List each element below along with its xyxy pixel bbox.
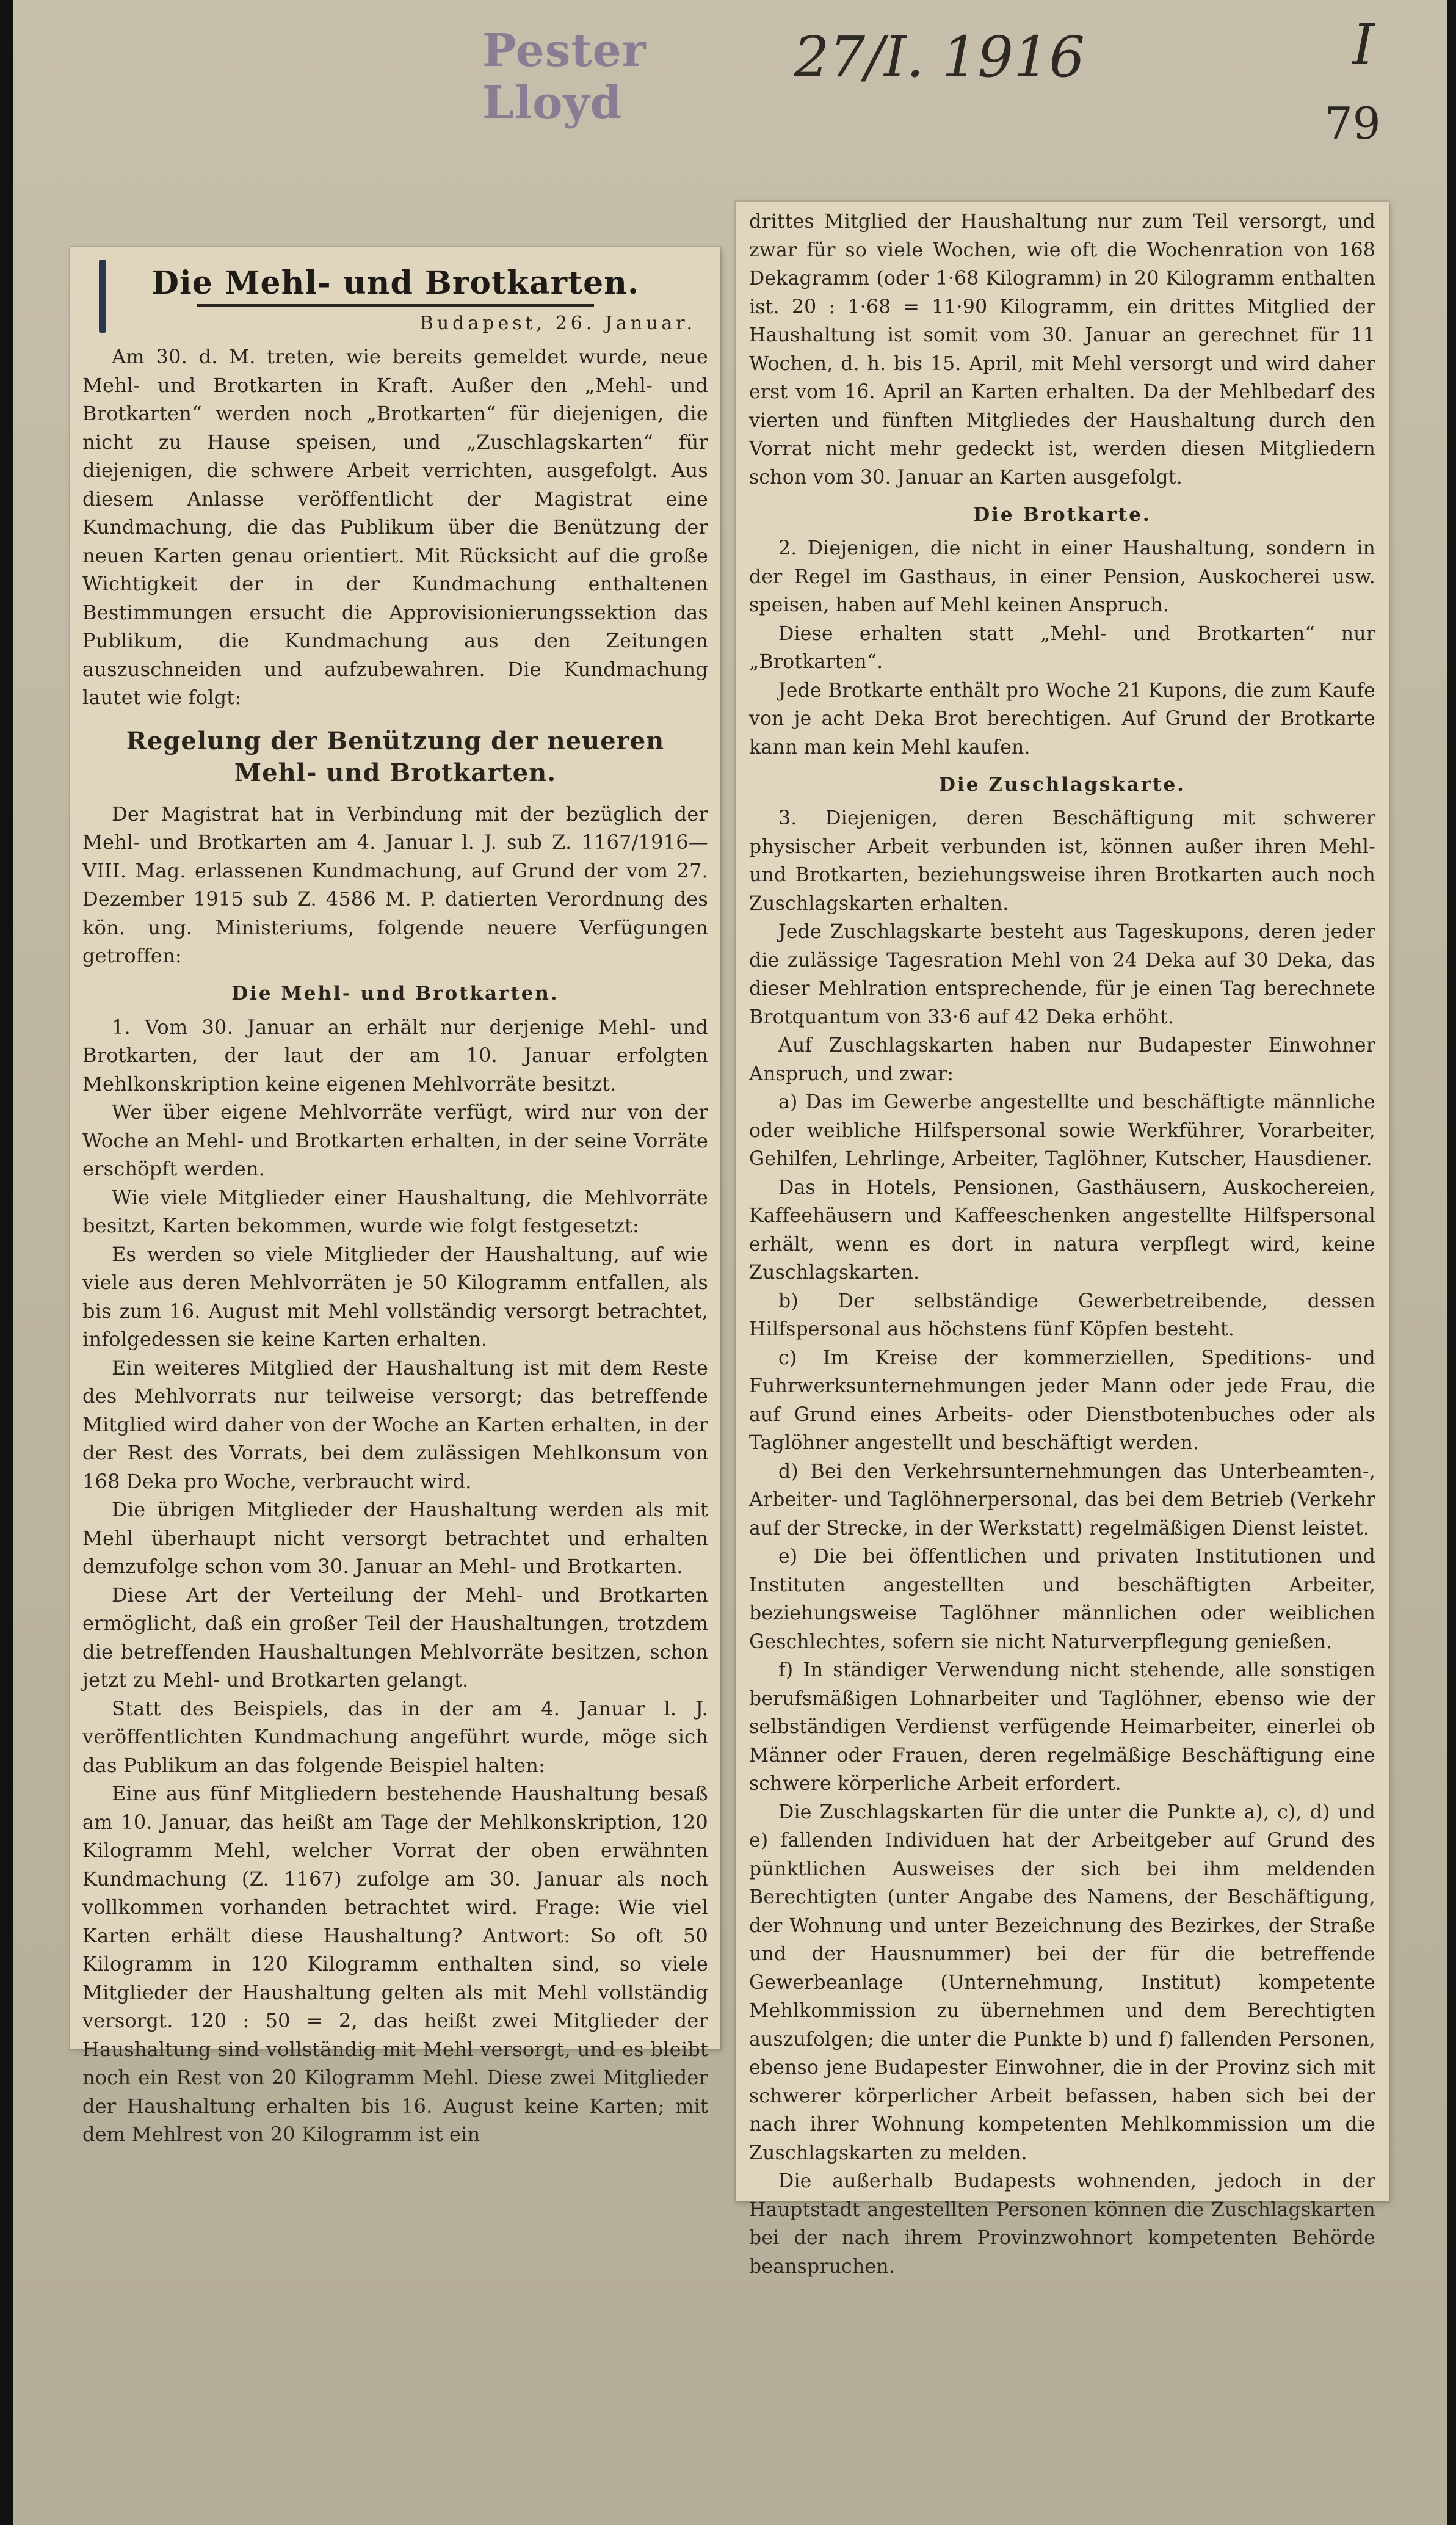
intro-paragraph: Am 30. d. M. treten, wie bereits gemeldet wurde, neue Mehl- und Brotkarten in Kraft. Außer den „Mehl- und Brotkarten“ werden noch „Brotkarten“ für diejenigen, die nicht zu Hause speisen, und „Zuschlagskarten“ für diejenigen, die schwere Arbeit verrichten, ausgefolgt. Aus diesem Anlasse veröffentlicht der Magistrat eine Kundmachung, die das Publikum über die Benützung der neuen Karten genau orientiert. Mit Rücksicht auf die große Wichtigkeit der in der Kundmachung enthaltenen Bestimmungen ersucht die Approvisionierungssektion das Publikum, die Kundmachung aus den Zeitungen auszuschneiden und aufzubewahren. Die Kundmachung lautet wie folgt: [82, 345, 708, 709]
paragraph: e) Die bei öffentlichen und privaten Institutionen und Instituten angestellten und beschäftigten Arbeiter, beziehungsweise Taglöhner männlichen oder weiblichen Geschlechtes, sofern sie nicht Naturverpflegung genießen. [749, 1546, 1375, 1653]
page-number: 79 [1325, 98, 1381, 149]
section-heading: Die Brotkarte. [973, 504, 1151, 526]
paragraph: Statt des Beispiels, das in der am 4. Januar l. J. veröffentlichten Kundmachung angeführt wurde, möge sich das Publikum an das folgende Beispiel halten: [82, 1696, 708, 1777]
handwritten-date: 27/I. 1916 [794, 24, 1085, 90]
paragraph: Jede Zuschlagskarte besteht aus Tageskupons, deren jeder die zulässige Tagesration Mehl von 24 Deka auf 30 Deka, das dieser Mehlration entsprechende, für je einen Tag berechnete Brotquantum von 33·6 auf 42 Deka erhöht. [749, 921, 1375, 1028]
paragraph: Wie viele Mitglieder einer Haushaltung, die Mehlvorräte besitzt, Karten bekommen, wurde wie folgt festgesetzt: [82, 1185, 708, 1237]
paragraph: Wer über eigene Mehlvorräte verfügt, wird nur von der Woche an Mehl- und Brotkarten erhalten, in der seine Vorräte erschöpft werden. [82, 1100, 708, 1180]
paragraph: Eine aus fünf Mitgliedern bestehende Haushaltung besaß am 10. Januar, das heißt am Tage der Mehlkonskription, 120 Kilogramm Mehl, welcher Vorrat der oben erwähnten Kundmachung (Z. 1167) zufolge am 30. Januar als noch vollkommen vorhanden betrachtet wird. Frage: Wie viel Karten erhält diese Haushaltung? Antwort: So oft 50 Kilogramm in 120 Kilogramm enthalten sind, so viele Mitglieder der Haushaltung gelten als mit Mehl vollständig versorgt. 120 : 50 = 2, das heißt zwei Mitglieder der Haushaltung sind vollständig mit Mehl versorgt, und es bleibt noch ein Rest von 20 Kilogramm Mehl. Diese zwei Mitglieder der Haushaltung erhalten bis 16. August keine Karten; mit dem Mehlrest von 20 Kilogramm ist ein [82, 1782, 708, 2146]
paragraph: 1. Vom 30. Januar an erhält nur derjenige Mehl- und Brotkarten, der laut der am 10. Januar erfolgten Mehlkonskription keine eigenen Mehlvorräte besitzt. [82, 1015, 708, 1095]
paragraph: 3. Diejenigen, deren Beschäftigung mit schwerer physischer Arbeit verbunden ist, können außer ihren Mehl- und Brotkarten, beziehungsweise ihren Brotkarten auch noch Zuschlagskarten erhalten. [749, 807, 1375, 915]
handwritten-roman-numeral: I [1352, 12, 1375, 78]
paragraph: Diese erhalten statt „Mehl- und Brotkarten“ nur „Brotkarten“. [749, 622, 1375, 673]
paragraph: Die übrigen Mitglieder der Haushaltung werden als mit Mehl überhaupt nicht versorgt betrachtet und erhalten demzufolge schon vom 30. Januar an Mehl- und Brotkarten. [82, 1498, 708, 1578]
section-heading: Die Mehl- und Brotkarten. [231, 982, 559, 1005]
article-title: Die Mehl- und Brotkarten. [151, 264, 640, 302]
paragraph: Diese Art der Verteilung der Mehl- und Brotkarten ermöglicht, daß ein großer Teil der Haushaltungen, trotzdem die betreffenden Haushaltungen Mehlvorräte besitzen, schon jetzt zu Mehl- und Brotkarten gelangt. [82, 1583, 708, 1691]
paragraph: Der Magistrat hat in Verbindung mit der bezüglich der Mehl- und Brotkarten am 4. Januar l. J. sub Z. 1167/1916—VIII. Mag. erlassenen Kundmachung, auf Grund der vom 27. Dezember 1915 sub Z. 4586 M. P. datierten Verordnung des kön. ung. Ministeriums, folgende neuere Verfügungen getroffen: [82, 802, 708, 967]
paragraph: Es werden so viele Mitglieder der Haushaltung, auf wie viele aus deren Mehlvorräten je 50 Kilogramm entfallen, als bis zum 16. August mit Mehl vollständig versorgt betrachtet, infolgedessen sie keine Karten erhalten. [82, 1242, 708, 1351]
paragraph: b) Der selbständige Gewerbetreibende, dessen Hilfspersonal aus höchstens fünf Köpfen besteht. [749, 1290, 1375, 1340]
paragraph: f) In ständiger Verwendung nicht stehende, alle sonstigen berufsmäßigen Lohnarbeiter und Taglöhner, ebenso wie der selbständigen Verdienst verfügende Heimarbeiter, einerlei ob Männer oder Frauen, deren regelmäßige Beschäftigung eine schwere körperliche Arbeit erfordert. [749, 1659, 1375, 1795]
paragraph: Ein weiteres Mitglied der Haushaltung ist mit dem Reste des Mehlvorrats nur teilweise versorgt; das betreffende Mitglied wird daher von der Woche an Karten erhalten, in der der Rest des Vorrats, bei dem zulässigen Mehlkonsum von 168 Deka pro Woche, verbraucht wird. [82, 1356, 708, 1493]
scan-border-left [0, 0, 13, 2525]
section-heading: Die Zuschlagskarte. [939, 774, 1186, 796]
title-underline [197, 304, 594, 307]
scan-border-right [1447, 0, 1456, 2525]
paragraph: Die Zuschlagskarten für die unter die Punkte a), c), d) und e) fallenden Individuen hat der Arbeitgeber auf Grund des pünktlichen Ausweises der sich bei ihm meldenden Berechtigten (unter Angabe des Namens, der Beschäftigung, der Wohnung und unter Bezeichnung des Bezirkes, der Straße und der Hausnummer) bei der für die betreffende Gewerbeanlage (Unternehmung, Institut) kompetente Mehlkommission zu übernehmen und dem Berechtigten auszufolgen; die unter die Punkte b) und f) fallenden Personen, ebenso jene Budapester Einwohner, die in der Provinz sich mit schwerer körperlicher Arbeit befassen, haben sich bei der nach ihrer Wohnung kompetenten Mehlkommission um die Zuschlagskarten zu melden. [749, 1801, 1375, 2164]
dateline: Budapest, 26. Januar. [419, 313, 696, 334]
paragraph: c) Im Kreise der kommerziellen, Speditions- und Fuhrwerksunternehmungen jeder Mann oder jede Frau, die auf Grund eines Arbeits- oder Dienstbotenbuches oder als Taglöhner angestellt und beschäftigt werden. [749, 1346, 1375, 1454]
paragraph: d) Bei den Verkehrsunternehmungen das Unterbeamten-, Arbeiter- und Taglöhnerpersonal, das bei dem Betrieb (Verkehr auf der Strecke, in der Werkstatt) regelmäßigen Dienst leistet. [749, 1460, 1375, 1539]
paragraph: a) Das im Gewerbe angestellte und beschäftigte männliche oder weibliche Hilfspersonal sowie Werkführer, Vorarbeiter, Gehilfen, Lehrlinge, Arbeiter, Taglöhner, Kutscher, Hausdiener. [749, 1091, 1375, 1170]
paragraph: 2. Diejenigen, die nicht in einer Haushaltung, sondern in der Regel im Gasthaus, in einer Pension, Auskocherei usw. speisen, haben auf Mehl keinen Anspruch. [749, 537, 1375, 616]
paragraph: Auf Zuschlagskarten haben nur Budapester Einwohner Anspruch, und zwar: [749, 1034, 1375, 1085]
paragraph: drittes Mitglied der Haushaltung nur zum Teil versorgt, und zwar für so viele Wochen, wie oft die Wochenration von 168 Dekagramm (oder 1·68 Kilogramm) in 20 Kilogramm enthalten ist. 20 : 1·68 = 11·90 Kilogramm, ein drittes Mitglied der Haushaltung ist somit vom 30. Januar an gerechnet für 11 Wochen, d. h. bis 15. April, mit Mehl versorgt und wird daher erst vom 16. April an Karten erhalten. Da der Mehlbedarf des vierten und fünften Mitgliedes der Haushaltung durch den Vorrat nicht mehr gedeckt ist, werden diesen Mitgliedern schon vom 30. Januar an Karten ausgefolgt. [749, 211, 1375, 489]
paragraph: Jede Brotkarte enthält pro Woche 21 Kupons, die zum Kaufe von je acht Deka Brot berechtigen. Auf Grund der Brotkarte kann man kein Mehl kaufen. [749, 679, 1375, 758]
article-subtitle: Regelung der Benützung der neueren Mehl- und Brotkarten. [126, 726, 665, 787]
paragraph: Die außerhalb Budapests wohnenden, jedoch in der Hauptstadt angestellten Personen können die Zuschlagskarten bei der nach ihrem Provinzwohnort kompetenten Behörde beanspruchen. [749, 2170, 1375, 2278]
paragraph: Das in Hotels, Pensionen, Gasthäusern, Auskochereien, Kaffeehäusern und Kaffeeschenken angestellte Hilfspersonal erhält, wenn es dort in natura verpflegt wird, keine Zuschlagskarten. [749, 1176, 1375, 1284]
newspaper-stamp: Pester Lloyd [482, 24, 647, 129]
clipping-right-column [736, 202, 1389, 2278]
clipping-left-column [70, 247, 720, 2146]
ink-mark [99, 260, 106, 333]
